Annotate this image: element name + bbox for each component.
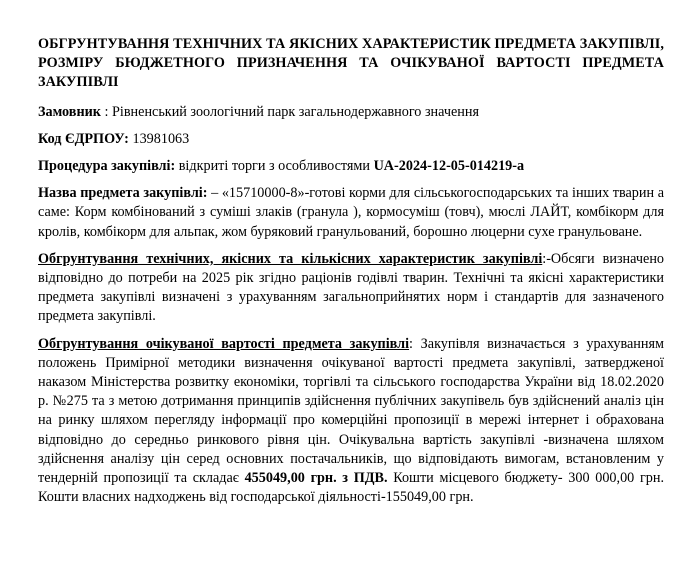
document-title: ОБГРУНТУВАННЯ ТЕХНІЧНИХ ТА ЯКІСНИХ ХАРАКТЕРИСТИК ПРЕДМЕТА ЗАКУПІВЛІ, РОЗМІРУ БЮДЖЕТНОГО ПРИЗНАЧЕННЯ ТА ОЧІКУВАНОЇ ВАРТОСТІ ПРЕДМЕТА ЗАКУПІВЛІ xyxy=(38,36,664,91)
edrpou-label: Код ЄДРПОУ: xyxy=(38,130,129,147)
technical-paragraph xyxy=(38,250,664,327)
cost-label: Обгрунтування очікуваної вартості предмета закупівлі xyxy=(38,335,410,352)
technical-label: Обгрунтування технічних, якісних та кількісних характеристик закупівлі xyxy=(38,250,543,267)
cost-paragraph xyxy=(38,335,664,508)
procedure-id: UA-2024-12-05-014219-a xyxy=(373,158,525,175)
procedure-label: Процедура закупівлі: xyxy=(38,158,176,175)
procedure-value: відкриті торги з особливостями xyxy=(175,158,374,175)
edrpou-line xyxy=(38,130,664,149)
customer-line xyxy=(38,103,664,122)
procedure-line xyxy=(38,157,664,176)
edrpou-value: 13981063 xyxy=(128,130,190,147)
cost-text-2: Кошти місцевого бюджету- 300 000,00 грн. Кошти власних надходжень від господарської діяльності-155049,00 грн. xyxy=(38,470,664,506)
cost-text-1: : Закупівля визначається з урахуванням положень Примірної методики визначення очікуваної вартості предмета закупівлі, затвердженої наказом Міністерства розвитку економіки, торгівлі та сільського господарства України від 18.02.2020 р. №275 та з метою дотримання принципів здійснення публічних закупівель був здійснений аналіз цін на ринку шляхом перегляду інформації про комерційні пропозиції в мережі інтернет і обрахована відповідно до середньо ринкового рівня цін. Очікувальна вартість закупівлі -визначена шляхом здійснення аналізу цін серед основних постачальників, що відповідають вимогам, встановленим у тендерній пропозиції та складає xyxy=(38,335,664,487)
subject-label: Назва предмета закупівлі: xyxy=(38,185,208,202)
subject-paragraph xyxy=(38,184,664,242)
subject-dash: – xyxy=(207,185,222,202)
subject-text: «15710000-8»-готові корми для сільськогосподарських та інших тварин а саме: Корм комбінований з суміші злаків (гранула ), кормосуміш (товч), мюслі ЛАЙТ, комбікорм для кролів, комбікорм для альпак, жом буряковий гранульований, борошно люцерни сухе гранульоване. xyxy=(38,185,664,240)
customer-separator: : xyxy=(100,103,113,120)
customer-label: Замовник xyxy=(38,103,101,120)
customer-value: Рівненський зоологічний парк загальнодержавного значення xyxy=(112,103,480,120)
document-page xyxy=(38,35,664,507)
cost-amount: 455049,00 грн. з ПДВ. xyxy=(244,470,388,487)
technical-text: :-Обсяги визначено відповідно до потреби на 2025 рік згідно раціонів годівлі тварин. Технічні та якісні характеристики предмета закупівлі визначені з урахуванням загальноприйнятих норм і стандартів для зазначеного предмета закупівлі. xyxy=(38,250,665,325)
